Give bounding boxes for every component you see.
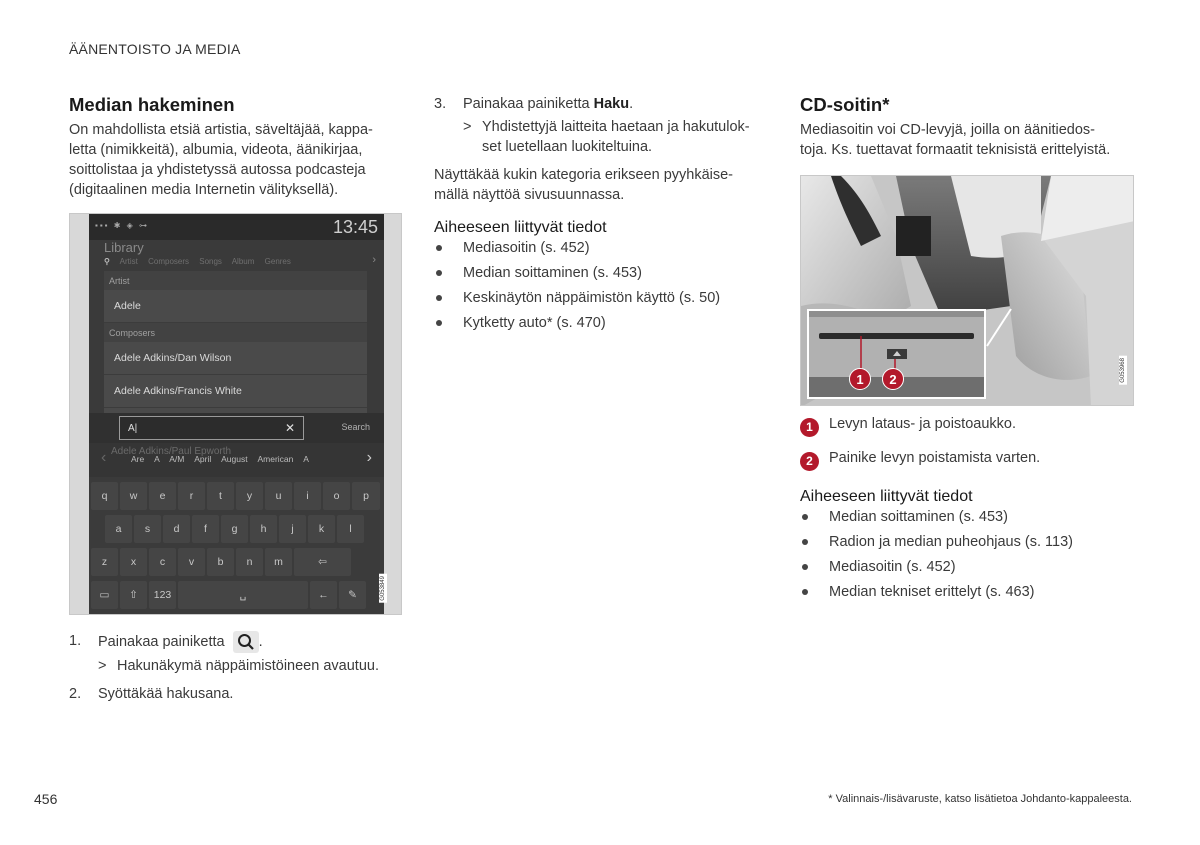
cd-slot-closeup — [807, 309, 986, 399]
key[interactable]: u — [265, 482, 292, 510]
search-results-list — [104, 271, 367, 413]
keyboard-row-4 — [89, 581, 384, 611]
step-bold-button-name: Haku — [593, 96, 630, 112]
cd-related-block — [800, 474, 1135, 607]
related-link-text: Radion ja median puheohjaus (s. 113) — [829, 534, 1073, 550]
image-code: G053849 — [380, 576, 386, 601]
bullet — [802, 514, 808, 520]
related-list — [800, 507, 1135, 602]
key[interactable]: d — [163, 515, 190, 543]
step-list-1 — [69, 631, 399, 704]
swipe-note: Näyttäkää kukin kategoria erikseen pyyhkäise- mällä näyttöä sivusuunnassa. — [434, 167, 734, 203]
step-text: Painakaa painiketta — [98, 633, 225, 650]
key[interactable]: n — [236, 548, 263, 576]
column-search-steps — [434, 94, 764, 338]
legend-item-2 — [800, 448, 1135, 472]
numeric-key[interactable]: 123 — [149, 581, 176, 609]
library-tabs — [104, 257, 299, 266]
bullet — [436, 320, 442, 326]
step-number: 1. — [69, 633, 82, 649]
key[interactable]: k — [308, 515, 335, 543]
callout-marker-2: 2 — [882, 368, 904, 390]
media-search-intro: On mahdollista etsiä artistia, säveltäjää, kappa- letta (nimikkeitä), albumia, videota, äänikirjaa, soittolistaa ja yhdistetyssä autossa podcasteja (digitaalinen media Internetin välityksellä). — [69, 122, 373, 198]
hide-keyboard-icon[interactable]: ▭ — [91, 581, 118, 609]
related-link[interactable] — [434, 263, 764, 283]
result-arrow: > — [98, 658, 107, 674]
key[interactable]: h — [250, 515, 277, 543]
tab-songs[interactable]: Songs — [199, 257, 222, 266]
center-display — [89, 214, 384, 615]
tab-artist[interactable]: Artist — [119, 257, 138, 266]
search-icon — [233, 631, 259, 653]
ghost-result: Adele Adkins/Paul Epworth — [111, 446, 232, 457]
related-title: Aiheeseen liittyvät tiedot — [800, 488, 973, 505]
result-text: Hakunäkymä näppäimistöineen avautuu. — [117, 658, 379, 674]
key[interactable]: v — [178, 548, 205, 576]
image-code: G053968 — [1120, 358, 1126, 383]
chevron-left-icon[interactable]: ‹ — [101, 449, 107, 466]
key[interactable]: o — [323, 482, 350, 510]
shift-icon[interactable]: ⇧ — [120, 581, 147, 609]
cd-player-photo — [800, 175, 1134, 406]
related-link[interactable] — [434, 238, 764, 258]
legend-badge: 2 — [800, 452, 819, 471]
search-button[interactable]: Search — [341, 422, 370, 432]
key[interactable]: r — [178, 482, 205, 510]
status-icons: ▪▪▪ ✱ ◈ ⊶ — [95, 221, 150, 230]
bullet — [436, 295, 442, 301]
search-bar — [89, 413, 384, 443]
key[interactable]: s — [134, 515, 161, 543]
related-title: Aiheeseen liittyvät tiedot — [434, 219, 607, 236]
result-arrow: > — [463, 119, 472, 135]
key[interactable]: j — [279, 515, 306, 543]
step-1-result — [69, 656, 399, 676]
bullet — [436, 270, 442, 276]
key[interactable]: y — [236, 482, 263, 510]
list-item[interactable]: Adele — [104, 290, 367, 323]
related-link-text: Mediasoitin (s. 452) — [829, 559, 956, 575]
space-key[interactable]: ␣ — [178, 581, 308, 609]
page-number: 456 — [34, 791, 58, 807]
key[interactable]: l — [337, 515, 364, 543]
chevron-right-icon[interactable]: › — [366, 449, 372, 466]
related-link[interactable] — [800, 557, 1135, 577]
backspace-key[interactable]: ⇦ — [294, 548, 351, 576]
related-link-text: Median soittaminen (s. 453) — [829, 509, 1008, 525]
search-icon[interactable]: ⚲ — [104, 257, 110, 266]
key[interactable]: w — [120, 482, 147, 510]
related-list — [434, 238, 764, 333]
result-text: Yhdistettyjä laitteita haetaan ja hakutulok- set luetellaan luokiteltuina. — [482, 119, 750, 155]
step-2 — [69, 684, 399, 704]
keyboard-row-2 — [89, 515, 384, 545]
step-3-result — [434, 117, 764, 157]
search-input-value: A| — [128, 423, 138, 434]
section-title-cd-player: CD-soitin* — [800, 94, 890, 115]
key[interactable]: e — [149, 482, 176, 510]
list-heading-composers: Composers — [104, 323, 367, 342]
keyboard-row-1 — [89, 482, 384, 512]
handwriting-icon[interactable]: ✎ — [339, 581, 366, 609]
key[interactable]: c — [149, 548, 176, 576]
step-number: 3. — [434, 96, 447, 112]
arrow-left-icon[interactable]: ← — [310, 581, 337, 609]
search-input[interactable] — [119, 416, 304, 440]
infotainment-screenshot — [69, 213, 402, 615]
key[interactable]: x — [120, 548, 147, 576]
step-text: Syöttäkää hakusana. — [98, 686, 234, 702]
related-link-text: Kytketty auto* (s. 470) — [463, 315, 606, 331]
legend-item-1 — [800, 414, 1135, 438]
chevron-right-icon[interactable]: › — [372, 254, 376, 266]
bullet — [802, 589, 808, 595]
section-title-media-search: Median hakeminen — [69, 94, 235, 115]
column-media-search — [69, 94, 394, 200]
key[interactable]: z — [91, 548, 118, 576]
related-link[interactable] — [800, 507, 1135, 527]
legend-badge: 1 — [800, 418, 819, 437]
list-item[interactable]: Adele Adkins/Dan Wilson — [104, 342, 367, 375]
step-text: Painakaa painiketta — [463, 96, 590, 112]
step-1 — [69, 631, 399, 653]
keyboard-row-3 — [89, 548, 384, 578]
cd-player-intro: Mediasoitin voi CD-levyjä, joilla on äänitiedos- toja. Ks. tuettavat formaatit teknisistä erittelyistä. — [800, 122, 1111, 158]
related-link-text: Median soittaminen (s. 453) — [463, 265, 642, 281]
on-screen-keyboard — [89, 480, 384, 615]
bullet — [802, 564, 808, 570]
bullet — [436, 245, 442, 251]
key[interactable]: p — [352, 482, 380, 510]
key[interactable]: b — [207, 548, 234, 576]
close-icon[interactable]: ✕ — [284, 421, 295, 435]
tab-composers[interactable]: Composers — [148, 257, 190, 266]
legend-text: Painike levyn poistamista varten. — [829, 450, 1041, 466]
related-link-text: Median tekniset erittelyt (s. 463) — [829, 584, 1035, 600]
footnote: * Valinnais-/lisävaruste, katso lisätietoa Johdanto-kappaleesta. — [828, 793, 1132, 805]
key[interactable]: m — [265, 548, 292, 576]
tab-album[interactable]: Album — [231, 257, 255, 266]
key[interactable]: a — [105, 515, 132, 543]
suggestion-bar — [89, 443, 384, 477]
word-suggestions[interactable]: Are A A/M April August American A — [131, 454, 309, 464]
bullet — [802, 539, 808, 545]
tab-genres[interactable]: Genres — [264, 257, 291, 266]
column-cd-player — [800, 94, 1135, 160]
list-item[interactable]: Adele Adkins/Francis White — [104, 375, 367, 408]
related-link[interactable] — [800, 532, 1135, 552]
related-link[interactable] — [434, 313, 764, 333]
running-header: ÄÄNENTOISTO JA MEDIA — [69, 41, 241, 57]
related-link[interactable] — [800, 582, 1135, 602]
legend-text: Levyn lataus- ja poistoaukko. — [829, 416, 1016, 432]
key[interactable]: f — [192, 515, 219, 543]
step-end: . — [629, 96, 634, 112]
related-link-text: Mediasoitin (s. 452) — [463, 240, 590, 256]
related-link[interactable] — [434, 288, 764, 308]
key[interactable]: q — [91, 482, 118, 510]
related-link-text: Keskinäytön näppäimistön käyttö (s. 50) — [463, 290, 721, 306]
step-end: . — [258, 633, 263, 650]
key[interactable]: g — [221, 515, 248, 543]
key[interactable]: t — [207, 482, 234, 510]
step-3 — [434, 94, 764, 114]
step-number: 2. — [69, 686, 82, 702]
clock: 13:45 — [332, 217, 378, 237]
status-bar — [89, 214, 384, 240]
callout-marker-1: 1 — [849, 368, 871, 390]
library-title: Library — [104, 240, 144, 255]
key[interactable]: i — [294, 482, 321, 510]
list-heading-artist: Artist — [104, 271, 367, 290]
